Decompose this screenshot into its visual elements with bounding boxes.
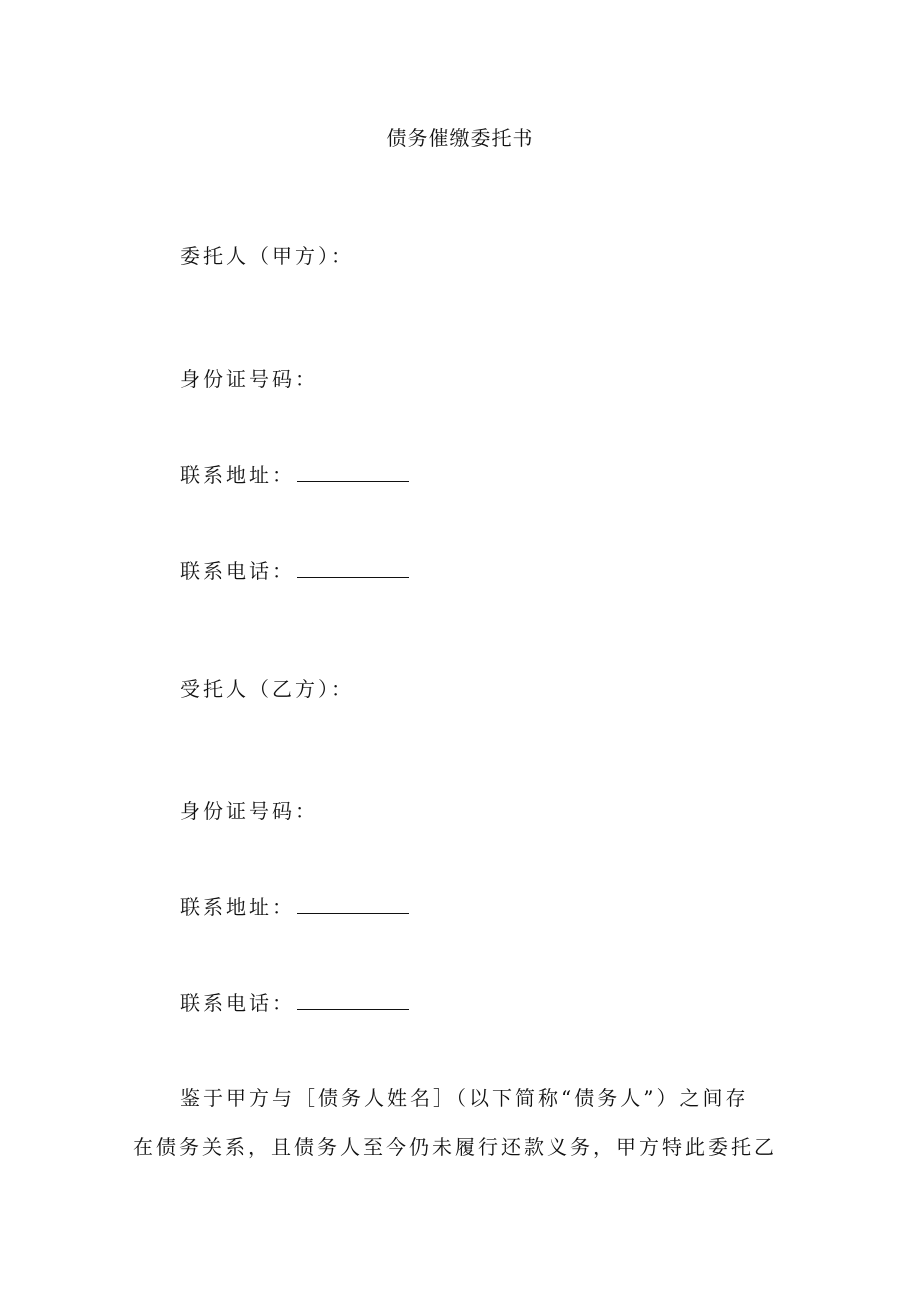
document-title: 债务催缴委托书 (386, 126, 534, 150)
principal-label: 委托人（甲方）： (180, 244, 354, 268)
principal-id-label: 身份证号码： (180, 367, 318, 391)
agent-id-label: 身份证号码： (180, 799, 318, 823)
agent-address-blank (297, 893, 409, 914)
agent-phone-label: 联系电话： (180, 991, 295, 1015)
principal-address-row (180, 459, 409, 488)
principal-phone-blank (297, 557, 409, 578)
agent-phone-blank (297, 989, 409, 1010)
agent-label: 受托人（乙方）： (180, 677, 354, 701)
agent-address-row (180, 891, 409, 920)
principal-phone-label: 联系电话： (180, 559, 295, 583)
principal-address-label: 联系地址： (180, 463, 295, 487)
principal-address-blank (297, 461, 409, 482)
principal-phone-row (180, 555, 409, 584)
body-paragraph-line-2: 在债务关系，且债务人至今仍未履行还款义务，甲方特此委托乙 (133, 1135, 777, 1159)
body-paragraph-line-1: 鉴于甲方与［债务人姓名］（以下简称“债务人”）之间存 (180, 1086, 749, 1110)
agent-address-label: 联系地址： (180, 895, 295, 919)
agent-phone-row (180, 987, 409, 1016)
